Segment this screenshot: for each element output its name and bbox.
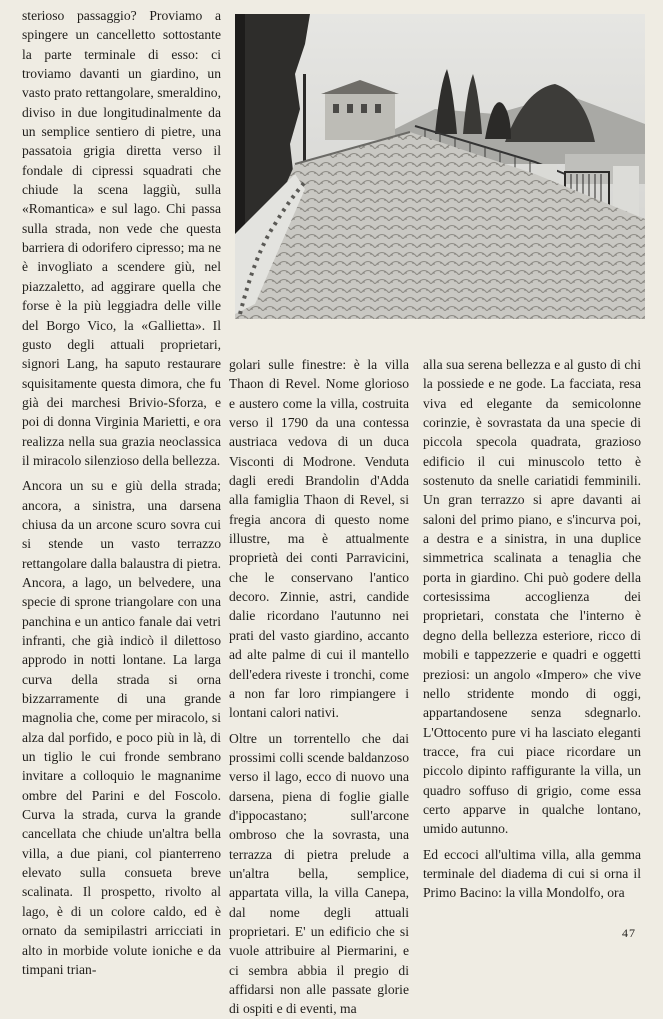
column3-paragraph-2: Ed eccoci all'ultima villa, alla gemma terminale del diadema di cui si orna il Primo Bacino: la villa Mondolfo, ora (423, 846, 641, 901)
column1-paragraph-1: sterioso passaggio? Proviamo a spingere un cancelletto sottostante la parte terminale di esso: ci troviamo davanti un giardino, un vasto prato rettangolare, smeraldino, diviso in due longitudinalmente da un semplice sentiero di pietre, una passatoia grigia diretta verso il fondale di cipressi squadrati che chiude la scena laggiù, sulla «Romantica» e sul lago. Chi passa sulla strada, non vede che questa barriera di odorifero cipresso; ma ne è invogliato a scendere giù, nel piazzaletto, ad aggirare quella che forse è la più leggiadra delle ville del Borgo Vico, la «Gallietta». Il gusto degli attuali proprietari, signori Lang, ha saputo restaurare squisitamente questa dimora, che fu già dei marchesi Brivio-Sforza, e poi di donna Virginia Marietti, e ora realizza nella sua grazia neoclassica il miracolo silenzioso della bellezza. (22, 8, 221, 468)
column2-paragraph-1: golari sulle finestre: è la villa Thaon di Revel. Nome glorioso e austero come la villa, costruita verso il 1790 da una contessa austriaca vedova di un duca Visconti di Modrone. Venduta dagli eredi Brandolin d'Adda alla famiglia Thaon di Revel, si fregia ancora di questo nome illustre, ma è attualmente proprietà dei conti Parravicini, che le conservano l'antico decoro. Zinnie, astri, candide dalie ricordano l'autunno nei prati del vasto giardino, accanto ad alte palme di cui il mantello dell'edera riveste i tronchi, come a non far loro rimpiangere i lontani calori nativi. (229, 357, 409, 721)
text-column-1 (22, 6, 221, 979)
photo-villa-driveway (235, 14, 645, 319)
text-column-3 (423, 355, 641, 903)
photo-villa-driveway-icon (235, 14, 645, 319)
column3-paragraph-1: alla sua serena bellezza e al gusto di chi la possiede e ne gode. La facciata, resa viva ed elegante da semicolonne corinzie, è sovrastata da una specie di piccola specola quadrata, grazioso edificio il cui minuscolo tetto è sostenuto da snelle cariatidi femminili. Un gran terrazzo si apre davanti ai saloni del primo piano, e s'incurva poi, a destra e a sinistra, in una duplice simmetrica scalinata a tenaglia che porta in giardino. Chi può godere della cortesissima accoglienza dei proprietari, constata che l'interno è degno della bellezza esteriore, ricco di mobili e tappezzerie e quadri e oggetti preziosi: un angolo «Impero» che vive nello stridente mondo di oggi, appartandosene senza sdegnarlo. L'Ottocento pure vi ha lasciato eleganti tracce, fra cui piace ricordare un piccolo dipinto raffigurante la villa, un quadro soffuso di grigio, come essa certo apparve in qualche lontano, umido autunno. (423, 357, 641, 837)
column2-paragraph-2: Oltre un torrentello che dai prossimi colli scende baldanzoso verso il lago, ecco di nuovo una darsena, piena di foglie gialle d'ippocastano; sull'arcone ombroso che la sovrasta, una terrazza di pietra prelude a un'altra bella, semplice, appartata villa, la villa Canepa, dal nome degli attuali proprietari. E' un edificio che si vuole attribuire al Piermarini, e ci sembra abbia il pregio di affidarsi non alle passate glorie di ospiti e di eventi, ma (229, 730, 409, 1017)
text-column-2 (229, 355, 409, 1019)
column1-paragraph-2: Ancora un su e giù della strada; ancora, a sinistra, una darsena chiusa da un arcone scuro sovra cui si stende un vasto terrazzo rettangolare dalla balaustra di pietra. Ancora, a lago, un belvedere, una specie di sprone triangolare con una panchina e un antico fanale dai vetri infranti, che già indicò il dilettoso approdo in notti lontane. La larga curva della strada si orna bizzarramente di una grande magnolia che, come per miracolo, si alza dal porfido, e poco più in là, di un tiglio le cui fronde sembrano invitare a colloquio le magnanime ombre del Parini e del Foscolo. Curva la strada, curva la grande cancellata che chiude un'altra bella villa, a due piani, col pianterreno elevato sulla consueta breve scalinata. Il prospetto, rivolto al lago, è di un colore caldo, ed è ornato da semipilastri arricciati in alto in morbide volute ioniche e da timpani trian- (22, 478, 221, 977)
page-number: 47 (622, 926, 636, 940)
